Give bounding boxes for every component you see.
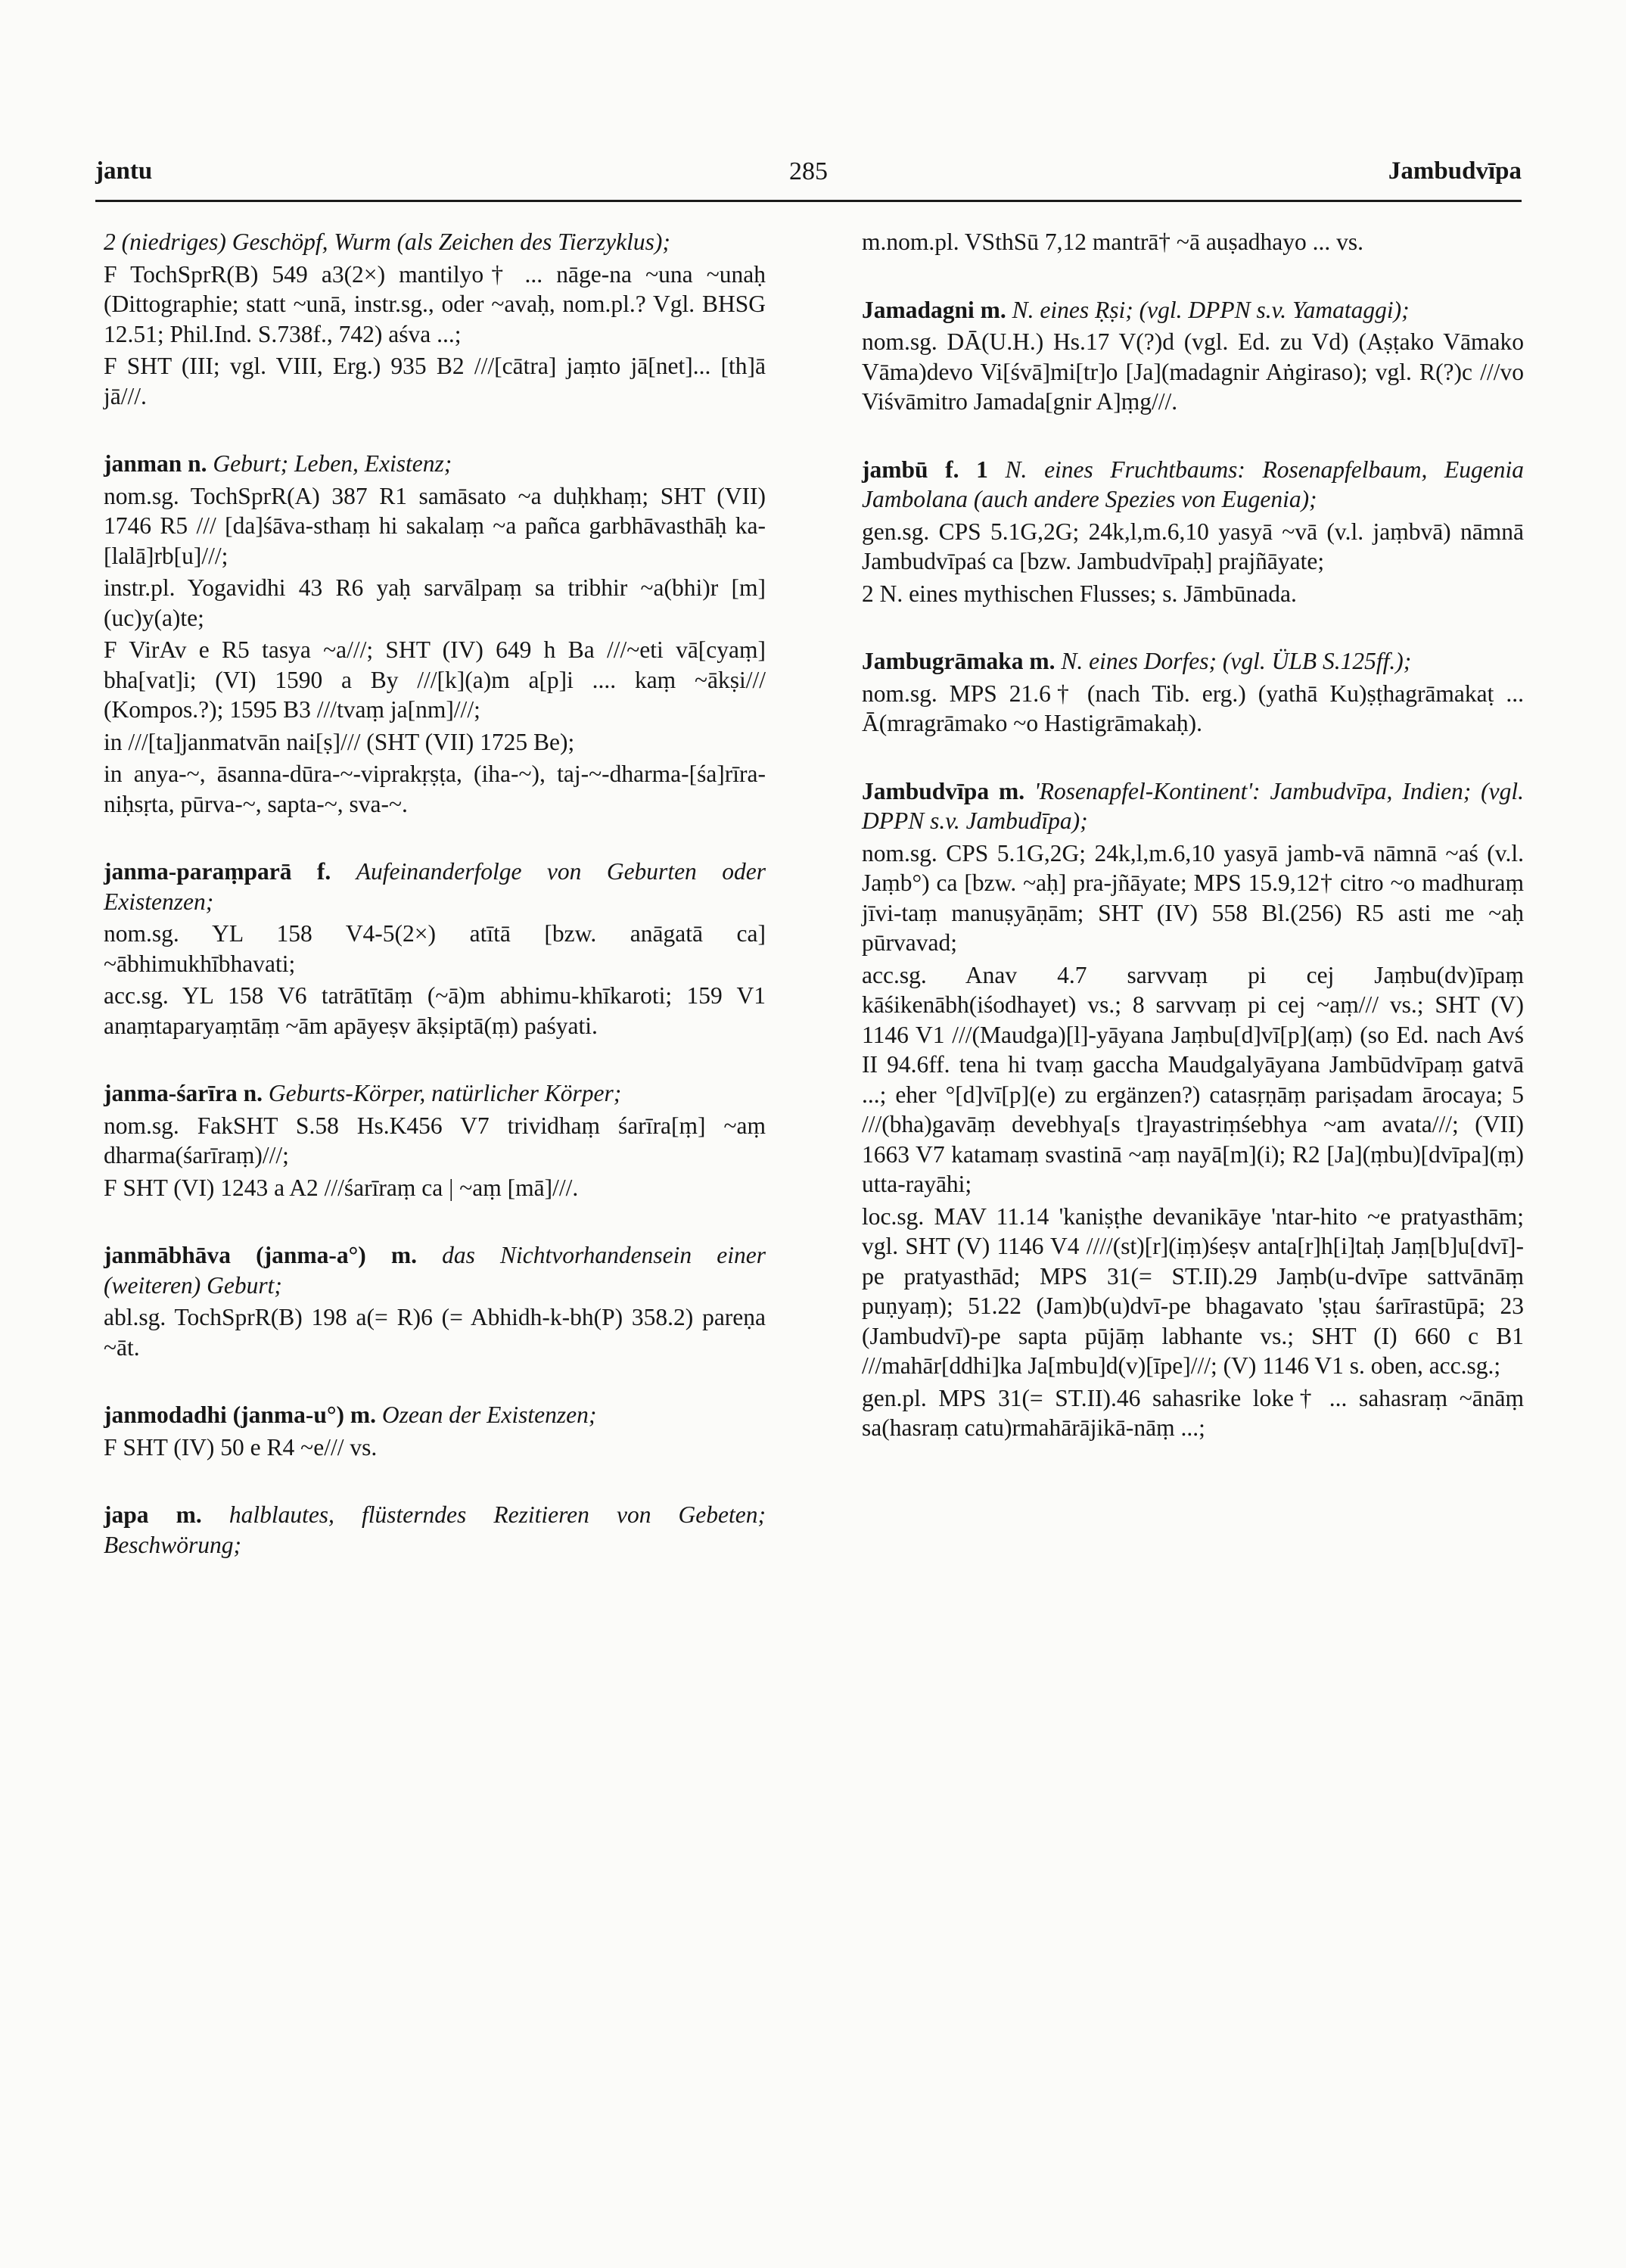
dictionary-entry xyxy=(862,295,1524,417)
definition: Ozean der Existenzen; xyxy=(381,1402,597,1428)
dictionary-entry xyxy=(104,1240,766,1362)
headword: janman n. xyxy=(104,450,207,477)
citation-line: abl.sg. TochSprR(B) 198 a(= R)6 (= Abhidh-k-bh(P) 358.2) pareṇa ~āt. xyxy=(104,1304,766,1361)
entry-heading-line xyxy=(862,455,1524,515)
definition: Geburt; Leben, Existenz; xyxy=(213,450,452,477)
headword: Jamadagni m. xyxy=(862,296,1006,323)
entry-heading-line xyxy=(104,1500,766,1560)
header-left-catchword: jantu xyxy=(95,157,153,185)
citation-line: F SHT (VI) 1243 a A2 ///śarīraṃ ca | ~aṃ [mā]///. xyxy=(104,1174,579,1201)
dictionary-entry xyxy=(104,449,766,819)
citation-line: loc.sg. MAV 11.14 'kaniṣṭhe devanikāye 'ntar-hito ~e pratyasthām; vgl. SHT (V) 1146 V4 ////(st)[r](iṃ)śeṣv anta[r]h[i]taḥ Jaṃ[b]u[dvī]-pe pratyasthād; MPS 31(= ST.II).29 Jaṃb(u-dvīpe sattvānāṃ puṇyaṃ); 51.22 (Jam)b(u)dvī-pe bhagavato 'ṣṭau śarīrastūpā; 23 (Jambudvī)-pe sapta pūjāṃ labhante vs.; SHT (I) 660 c B1 ///mahār[ddhi]ka Ja[mbu]d(v)[īpe]///; (V) 1146 V1 s. oben, acc.sg.; xyxy=(862,1202,1524,1379)
entry-heading-line xyxy=(862,776,1524,836)
citation-line: acc.sg. Anav 4.7 sarvvaṃ pi cej Jaṃbu(dv)īpaṃ kāśikenābh(iśodhayet) vs.; 8 sarvvaṃ pi cej ~aṃ/// vs.; SHT (V) 1146 V1 ///(Maudga)[l]-yāyana Jaṃbu[d]vī[p](aṃ) (so Ed. nach Avś II 94.6ff. tena hi tvaṃ gaccha Maudgalyāyana Jambūdvīpaṃ gatvā ...; eher °[d]vī[p](e) zu ergänzen?) catasṛṇāṃ pariṣadam ārocaya; 5 ///(bha)gavāṃ devebhya[s t]rayastriṃśebhya ~am avata///; (VII) 1663 V7 katamaṃ svastinā ~aṃ nayā[m](i); R2 [Ja](ṃbu)[dvīpa](ṃ) utta-rayāhi; xyxy=(862,961,1524,1197)
citation-line: in ///[ta]janmatvān nai[ṣ]/// (SHT (VII) 1725 Be); xyxy=(104,728,575,755)
headword: Jambugrāmaka m. xyxy=(862,648,1056,674)
dictionary-entry xyxy=(104,857,766,1041)
citation-line: m.nom.pl. VSthSū 7,12 mantrā† ~ā auṣadhayo ... vs. xyxy=(862,229,1364,255)
citation-line: instr.pl. Yogavidhi 43 R6 yaḥ sarvālpaṃ sa tribhir ~a(bhi)r [m](uc)y(a)te; xyxy=(104,574,766,631)
citation-line: acc.sg. YL 158 V6 tatrātītāṃ (~ā)m abhimu-khīkaroti; 159 V1 anaṃtaparyaṃtāṃ ~ām apāyeṣv ākṣiptā(ṃ) paśyati. xyxy=(104,982,766,1039)
headword: janmābhāva (janma-a°) m. xyxy=(104,1242,417,1268)
definition: N. eines Ṛṣi; (vgl. DPPN s.v. Yamataggi); xyxy=(1012,296,1410,323)
headword: Jambudvīpa m. xyxy=(862,777,1025,804)
entry-heading-line xyxy=(862,295,1524,325)
citation-line: nom.sg. TochSprR(A) 387 R1 samāsato ~a duḥkhaṃ; SHT (VII) 1746 R5 /// [da]śāva-sthaṃ hi sakalaṃ ~a pañca garbhāvasthāḥ ka-[lalā]rb[u]///; xyxy=(104,482,766,569)
dictionary-entry xyxy=(104,1078,766,1202)
definition: Aufeinanderfolge von Geburten oder Existenzen; xyxy=(104,858,766,915)
dictionary-entry xyxy=(862,227,1524,257)
definition: das Nichtvorhandensein einer (weiteren) Geburt; xyxy=(104,1242,766,1299)
citation-line: F TochSprR(B) 549 a3(2×) mantilyo† ... nāge-na ~una ~unaḥ (Dittographie; statt ~unā, instr.sg., oder ~avaḥ, nom.pl.? Vgl. BHSG 12.51; Phil.Ind. S.738f., 742) aśva ...; xyxy=(104,260,766,347)
header-rule xyxy=(95,200,1522,202)
citation-line: in anya-~, āsanna-dūra-~-viprakṛṣṭa, (iha-~), taj-~-dharma-[śa]rīra-niḥsṛta, pūrva-~, sapta-~, sva-~. xyxy=(104,761,766,817)
dictionary-entry xyxy=(104,1400,766,1462)
headword: janmodadhi (janma-u°) m. xyxy=(104,1402,377,1428)
definition: halblautes, flüsterndes Rezitieren von Gebeten; Beschwörung; xyxy=(104,1501,766,1558)
citation-line: nom.sg. DĀ(U.H.) Hs.17 V(?)d (vgl. Ed. zu Vd) (Aṣṭako Vāmako Vāma)devo Vi[śvā]mi[tr]o [Ja](madagnir Aṅgiraso); vgl. R(?)c ///vo Viśvāmitro Jamada[gnir A]ṃg///. xyxy=(862,328,1524,415)
left-column xyxy=(104,227,766,1598)
entry-heading-line xyxy=(104,449,766,479)
headword: japa m. xyxy=(104,1501,202,1528)
citation-line: 2 N. eines mythischen Flusses; s. Jāmbūnada. xyxy=(862,580,1297,607)
citation-line: F VirAv e R5 tasya ~a///; SHT (IV) 649 h Ba ///~eti vā[cyaṃ] bha[vat]i; (VI) 1590 a By ///[k](a)m a[p]i .... kaṃ ~ākṣi/// (Kompos.?); 1595 B3 ///tvaṃ ja[nm]///; xyxy=(104,636,766,723)
running-header xyxy=(95,148,1522,194)
citation-line: F SHT (III; vgl. VIII, Erg.) 935 B2 ///[cātra] jaṃto jā[net]... [th]ā jā///. xyxy=(104,353,766,409)
entry-heading-line xyxy=(862,646,1524,677)
page-number: 285 xyxy=(789,157,828,185)
dictionary-entry xyxy=(862,646,1524,739)
definition: N. eines Fruchtbaums: Rosenapfelbaum, Eugenia Jambolana (auch andere Spezies von Eugenia); xyxy=(862,456,1524,512)
dictionary-entry xyxy=(862,455,1524,609)
citation-line: nom.sg. YL 158 V4-5(2×) atītā [bzw. anāgatā ca] ~ābhimukhībhavati; xyxy=(104,920,766,977)
entry-heading-line xyxy=(104,227,766,257)
headword: janma-śarīra n. xyxy=(104,1080,263,1106)
citation-line: gen.sg. CPS 5.1G,2G; 24k,l,m.6,10 yasyā ~vā (v.l. jaṃbvā) nāmnā Jambudvīpaś ca [bzw. Jambudvīpaḥ] prajñāyate; xyxy=(862,518,1524,574)
right-column xyxy=(862,227,1524,1481)
entry-heading-line xyxy=(104,1078,766,1109)
entry-heading-line xyxy=(104,1240,766,1300)
dictionary-entry xyxy=(104,1500,766,1560)
headword: jambū f. 1 xyxy=(862,456,988,483)
definition: N. eines Dorfes; (vgl. ÜLB S.125ff.); xyxy=(1061,648,1412,674)
entry-heading-line xyxy=(104,857,766,916)
headword: janma-paraṃparā f. xyxy=(104,858,331,885)
dictionary-entry xyxy=(104,227,766,411)
citation-line: gen.pl. MPS 31(= ST.II).46 sahasrike loke† ... sahasraṃ ~ānāṃ sa(hasraṃ catu)rmahārājikā-nāṃ ...; xyxy=(862,1384,1524,1441)
definition: Geburts-Körper, natürlicher Körper; xyxy=(268,1080,622,1106)
header-right-catchword: Jambudvīpa xyxy=(1388,157,1522,185)
definition: 2 (niedriges) Geschöpf, Wurm (als Zeichen des Tierzyklus); xyxy=(104,229,670,255)
citation-line: nom.sg. MPS 21.6† (nach Tib. erg.) (yathā Ku)ṣṭhagrāmakaṭ ... Ā(mragrāmako ~o Hastigrāmakaḥ). xyxy=(862,680,1524,736)
citation-line: nom.sg. FakSHT S.58 Hs.K456 V7 trividhaṃ śarīra[ṃ] ~aṃ dharma(śarīraṃ)///; xyxy=(104,1112,766,1168)
citation-line: nom.sg. CPS 5.1G,2G; 24k,l,m.6,10 yasyā jamb-vā nāmnā ~aś (v.l. Jaṃb°) ca [bzw. ~aḥ] pra-jñāyate; MPS 15.9,12† citro ~o madhuraṃ jīvi-taṃ manuṣyāṇām; SHT (IV) 558 Bl.(256) R5 asti me ~aḥ pūrvavad; xyxy=(862,839,1524,956)
definition: 'Rosenapfel-Kontinent': Jambudvīpa, Indien; (vgl. DPPN s.v. Jambudīpa); xyxy=(862,777,1525,834)
dictionary-entry xyxy=(862,776,1524,1443)
citation-line: F SHT (IV) 50 e R4 ~e/// vs. xyxy=(104,1433,378,1461)
entry-heading-line xyxy=(104,1400,766,1430)
